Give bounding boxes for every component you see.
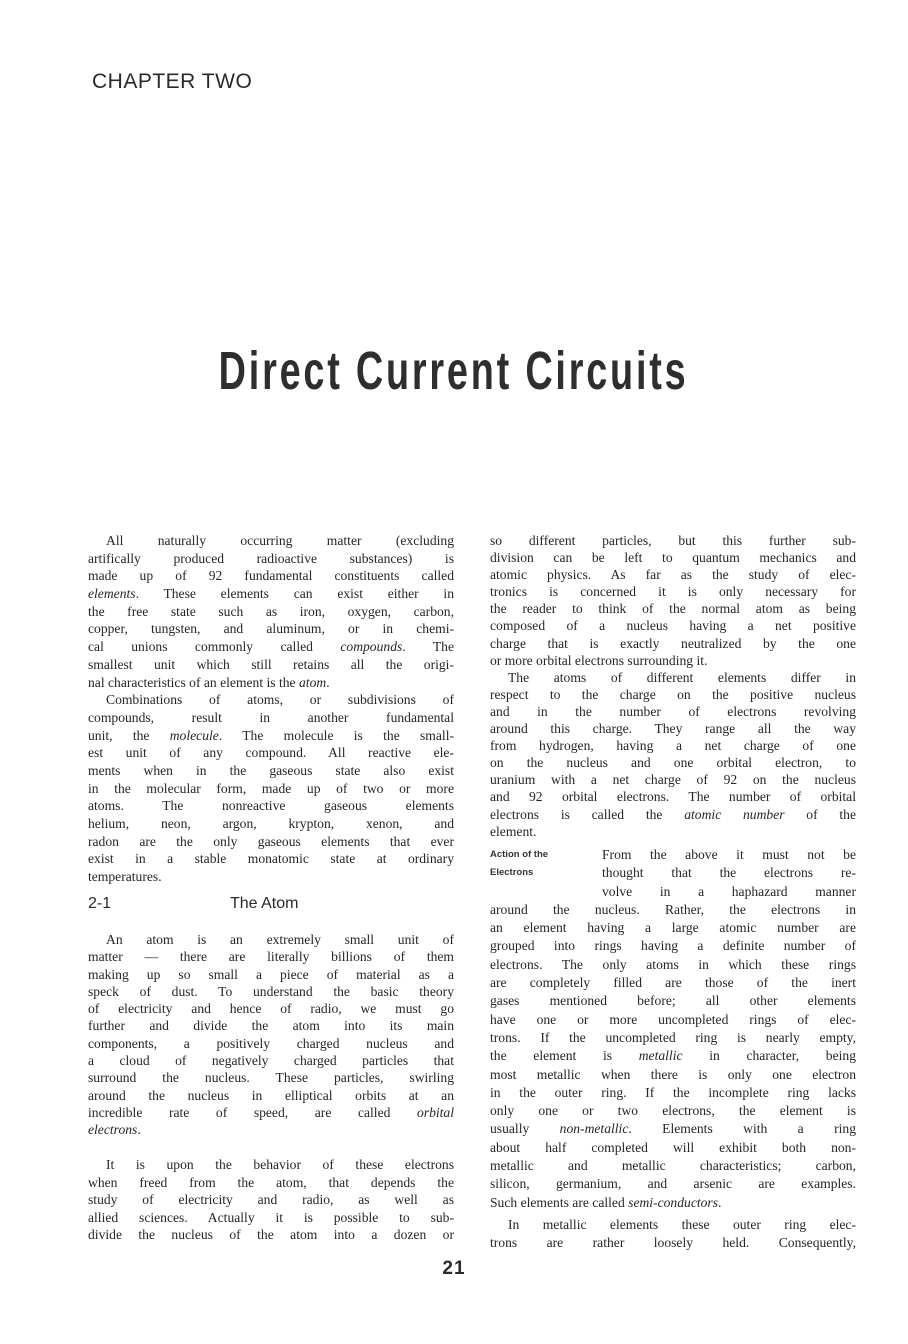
text-line [88, 1226, 454, 1244]
text-run: . [326, 674, 330, 690]
left-column [88, 0, 454, 1344]
text-run: making up so small a piece of material as a [88, 966, 454, 982]
text-line [490, 754, 856, 771]
text-line [490, 669, 856, 686]
text-line [490, 652, 856, 669]
text-line [88, 1035, 454, 1052]
text-run: and 92 orbital electrons. The number of orbital [490, 789, 856, 805]
text-run: exist in a stable monatomic state at ordinary [88, 851, 454, 867]
text-line [490, 919, 856, 937]
paragraph-beside-heading [602, 846, 856, 901]
text-line [490, 1194, 856, 1212]
text-line [88, 1174, 454, 1192]
text-line [490, 635, 856, 652]
italic-term: compounds [340, 639, 403, 655]
text-run: It is upon the behavior of these electrons [106, 1157, 454, 1172]
text-line [88, 1191, 454, 1209]
text-line [88, 1156, 454, 1174]
text-line [490, 823, 856, 840]
text-run: artifically produced radioactive substances) is [88, 550, 454, 566]
text-line [88, 948, 454, 965]
section-number: 2-1 [88, 895, 112, 912]
text-run: allied sciences. Actually it is possible to sub- [88, 1209, 454, 1225]
text-line [88, 727, 454, 745]
paragraph [490, 1216, 856, 1251]
text-run: from hydrogen, having a net charge of one [490, 738, 856, 754]
text-line [88, 762, 454, 780]
text-run: usually [490, 1121, 560, 1137]
text-line [490, 1216, 856, 1234]
text-run: helium, neon, argon, krypton, xenon, and [88, 816, 454, 832]
text-run: smallest unit which still retains all the origi- [88, 656, 454, 672]
text-line [88, 656, 454, 674]
text-line [88, 1087, 454, 1104]
text-line [490, 1120, 856, 1138]
text-run: charge that is exactly neutralized by the one [490, 635, 856, 651]
text-run: most metallic when there is only one electron [490, 1066, 856, 1082]
text-run: unit, the [88, 727, 170, 743]
text-run: the reader to think of the normal atom as being [490, 601, 856, 617]
paragraph [490, 532, 856, 669]
text-line [602, 864, 856, 882]
text-line [88, 815, 454, 833]
paragraph [88, 1156, 454, 1244]
text-line [490, 1084, 856, 1102]
text-run: when freed from the atom, that depends the [88, 1174, 454, 1190]
text-run: the element is [490, 1048, 639, 1064]
italic-term: atom [299, 674, 327, 690]
text-run: tronics is concerned it is only necessary for [490, 584, 856, 600]
text-line [88, 691, 454, 709]
text-run: electrons is called the [490, 806, 685, 822]
chapter-label: CHAPTER TWO [92, 70, 253, 93]
text-run: composed of a nucleus having a net positive [490, 618, 856, 634]
text-run: on the nucleus and one orbital electron, to [490, 755, 856, 771]
text-line [88, 931, 454, 948]
italic-term: non-metallic [559, 1121, 629, 1137]
italic-term: atomic number [684, 806, 785, 822]
text-run: made up of 92 fundamental constituents called [88, 568, 454, 584]
text-run: a cloud of negatively charged particles that [88, 1053, 454, 1069]
italic-term: metallic [638, 1048, 683, 1064]
section-title: The Atom [230, 895, 299, 912]
text-run: est unit of any compound. All reactive ele- [88, 745, 454, 761]
text-line [602, 846, 856, 864]
text-run: . The [402, 639, 454, 655]
text-line [490, 1029, 856, 1047]
text-run: incredible rate of speed, are called [88, 1104, 417, 1120]
text-line [490, 992, 856, 1010]
text-line [490, 1175, 856, 1193]
text-run: about half completed will exhibit both non- [490, 1139, 856, 1155]
text-run: components, a positively charged nucleus and [88, 1035, 454, 1051]
text-run: study of electricity and radio, as well as [88, 1192, 454, 1208]
page-number: 21 [442, 1258, 466, 1279]
text-run: or more orbital electrons surrounding it. [490, 652, 708, 668]
text-run: . The molecule is the small- [218, 727, 454, 743]
text-run: surround the nucleus. These particles, swirling [88, 1070, 454, 1086]
italic-term: electrons [88, 1122, 138, 1138]
text-line [490, 1066, 856, 1084]
text-line [88, 1209, 454, 1227]
text-run: in the outer ring. If the incomplete ring lacks [490, 1084, 856, 1100]
text-run: Combinations of atoms, or subdivisions of [106, 692, 454, 708]
text-run: in character, being [682, 1048, 856, 1064]
text-run: From the above it must not be [602, 847, 856, 862]
text-run: Such elements are called [490, 1194, 629, 1210]
text-line [490, 566, 856, 583]
text-line [88, 850, 454, 868]
text-line [490, 1102, 856, 1120]
italic-term: elements [88, 586, 136, 602]
text-run: electrons. The only atoms in which these rings [490, 956, 856, 972]
text-run: radon are the only gaseous elements that ever [88, 833, 454, 849]
text-line [490, 720, 856, 737]
text-run: of the [784, 806, 856, 822]
text-line [88, 797, 454, 815]
text-run: further and divide the atom into its main [88, 1018, 454, 1034]
text-line [88, 780, 454, 798]
text-line [490, 1234, 856, 1252]
text-run: . These elements can exist either in [135, 586, 454, 602]
text-line [490, 974, 856, 992]
text-run: in the molecular form, made up of two or more [88, 780, 454, 796]
text-line [88, 585, 454, 603]
text-run: All naturally occurring matter (excluding [106, 533, 454, 548]
text-line [490, 703, 856, 720]
text-run: metallic and metallic characteristics; carbon, [490, 1158, 856, 1174]
text-run: . [718, 1194, 722, 1210]
text-run: grouped into rings having a definite number of [490, 938, 856, 954]
text-run: the free state such as iron, oxygen, carbon, [88, 603, 454, 619]
text-run: uranium with a net charge of 92 on the nucleus [490, 772, 856, 788]
text-run: an element having a large atomic number are [490, 920, 856, 936]
text-line [88, 603, 454, 621]
text-line [490, 549, 856, 566]
italic-term: semi-conductors [628, 1194, 719, 1210]
text-run: respect to the charge on the positive nucleus [490, 686, 856, 702]
paragraph [88, 931, 454, 1139]
text-run: silicon, germanium, and arsenic are examples. [490, 1176, 856, 1192]
italic-term: orbital [416, 1104, 454, 1120]
chapter-title: Direct Current Circuits [219, 341, 689, 401]
text-run: . [137, 1122, 141, 1138]
text-line [490, 583, 856, 600]
text-run: around this charge. They range all the way [490, 721, 856, 737]
right-column [490, 0, 856, 1344]
text-run: of electricity and hence of radio, we must go [88, 1001, 454, 1017]
text-run: division can be left to quantum mechanics and [490, 550, 856, 566]
text-line [88, 709, 454, 727]
text-run: volve in a haphazard manner [602, 883, 856, 899]
text-run: divide the nucleus of the atom into a dozen or [88, 1227, 454, 1243]
paragraph [490, 901, 856, 1212]
text-run: trons are rather loosely held. Consequently, [490, 1234, 856, 1250]
text-run: atoms. The nonreactive gaseous elements [88, 798, 454, 814]
text-line [88, 1000, 454, 1017]
text-run: around the nucleus. Rather, the electrons in [490, 901, 856, 917]
text-line [490, 737, 856, 754]
text-line [88, 983, 454, 1000]
text-run: so different particles, but this further sub- [490, 533, 856, 548]
text-line [88, 550, 454, 568]
text-line [88, 966, 454, 983]
text-run: ments when in the gaseous state also exist [88, 763, 454, 779]
text-run: trons. If the uncompleted ring is nearly empty, [490, 1029, 856, 1045]
text-run: temperatures. [88, 869, 162, 885]
side-heading-line: Action of the [490, 849, 549, 860]
text-run: and in the number of electrons revolving [490, 703, 856, 719]
text-run: copper, tungsten, and aluminum, or in chemi- [88, 621, 454, 637]
text-line [88, 638, 454, 656]
text-line [490, 771, 856, 788]
paragraph [88, 691, 454, 886]
text-line [88, 744, 454, 762]
text-line [490, 901, 856, 919]
text-run: In metallic elements these outer ring elec- [508, 1217, 856, 1232]
text-line [490, 1157, 856, 1175]
text-line [88, 868, 454, 886]
text-line [88, 1121, 454, 1138]
text-run: speck of dust. To understand the basic theory [88, 983, 454, 999]
text-line [490, 1139, 856, 1157]
text-line [490, 1047, 856, 1065]
text-run: thought that the electrons re- [602, 865, 856, 881]
text-line [490, 806, 856, 823]
italic-term: molecule [169, 727, 219, 743]
text-line [490, 956, 856, 974]
side-heading [490, 846, 548, 883]
text-run: are completely filled are those of the inert [490, 975, 856, 991]
text-line [88, 1069, 454, 1086]
text-run: nal characteristics of an element is the [88, 674, 299, 690]
text-line [88, 532, 454, 550]
text-line [490, 1011, 856, 1029]
text-line [490, 686, 856, 703]
text-run: only one or two electrons, the element is [490, 1103, 856, 1119]
paragraph [490, 669, 856, 840]
text-line [88, 620, 454, 638]
text-line [490, 937, 856, 955]
text-line [490, 788, 856, 805]
text-run: compounds, result in another fundamental [88, 709, 454, 725]
text-run: have one or more uncompleted rings of elec- [490, 1011, 856, 1027]
text-line [88, 1017, 454, 1034]
text-run: An atom is an extremely small unit of [106, 932, 454, 947]
text-run: atomic physics. As far as the study of elec- [490, 567, 856, 583]
text-line [490, 617, 856, 634]
text-line [88, 1052, 454, 1069]
text-run: matter — there are literally billions of them [88, 949, 454, 965]
text-run: . Elements with a ring [628, 1121, 856, 1137]
text-line [602, 883, 856, 901]
text-line [88, 567, 454, 585]
text-run: element. [490, 823, 537, 839]
text-run: The atoms of different elements differ in [508, 669, 856, 685]
paragraph [88, 532, 454, 691]
text-line [88, 833, 454, 851]
text-line [490, 600, 856, 617]
text-line [88, 674, 454, 692]
text-run: cal unions commonly called [88, 639, 341, 655]
text-line [490, 532, 856, 549]
text-run: around the nucleus in elliptical orbits at an [88, 1087, 454, 1103]
side-heading-line: Electrons [490, 867, 534, 879]
text-line [88, 1104, 454, 1121]
text-run: gases mentioned before; all other elements [490, 993, 856, 1009]
